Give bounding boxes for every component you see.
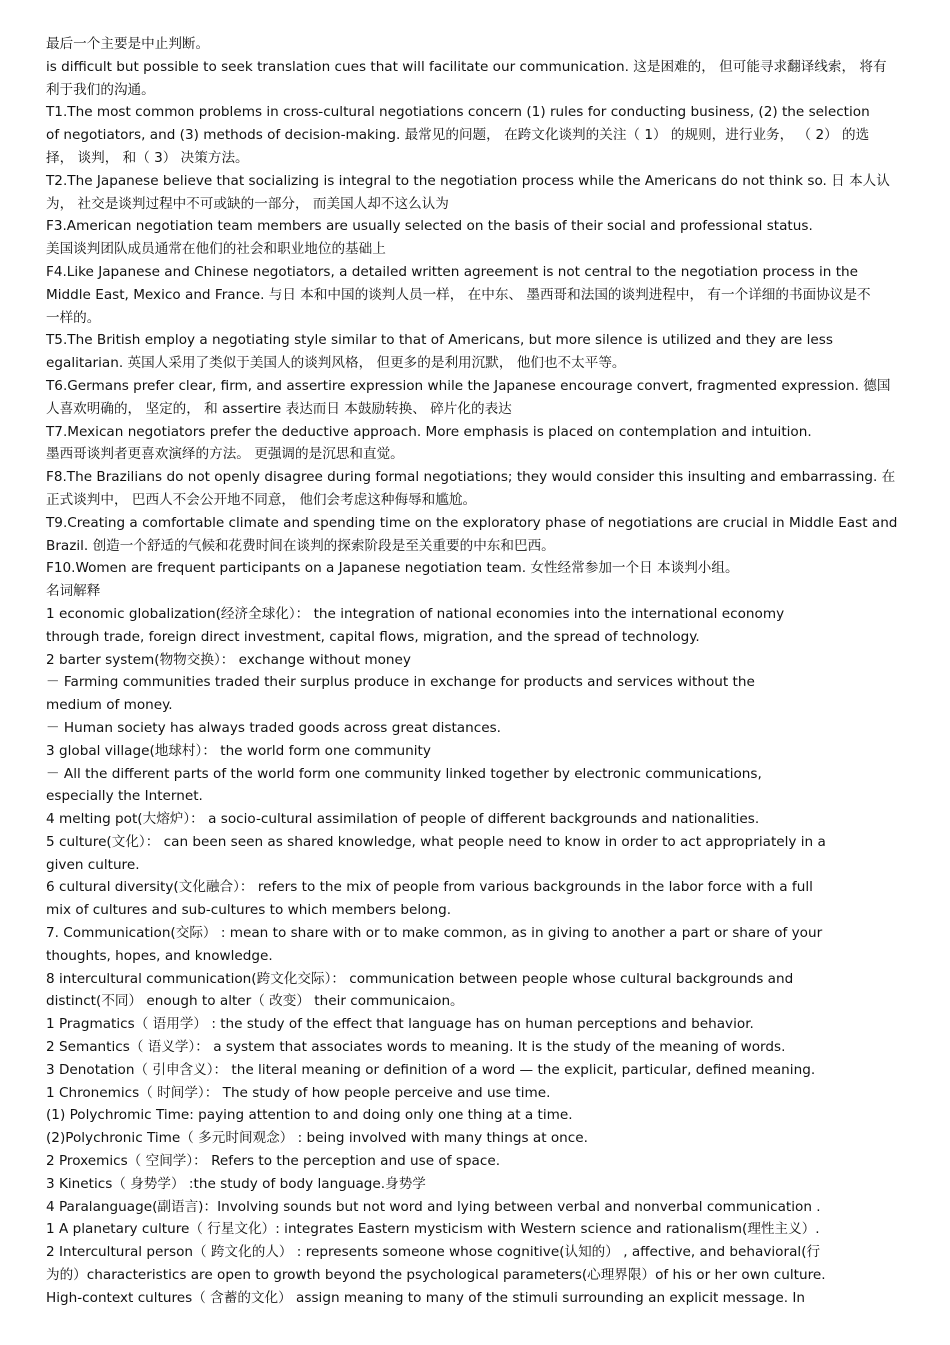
text-line: 4 melting pot(大熔炉）： a socio-cultural assimilation of people of different backgrounds and nationalities. (46, 811, 760, 828)
text-line: T9.Creating a comfortable climate and spending time on the exploratory phase of negotiations are crucial in Middle East and (46, 514, 898, 531)
section-heading: 名词解释 (46, 583, 101, 600)
text-line: T2.The Japanese believe that socializing is integral to the negotiation process while the Americans do not think so. 日 本人认 (46, 172, 890, 189)
text-line: － Farming communities traded their surplus produce in exchange for products and services without the (46, 674, 755, 691)
text-line: 1 A planetary culture（ 行星文化）: integrates Eastern mysticism with Western science and rationalism(理性主义）. (46, 1221, 820, 1238)
text-line: is difficult but possible to seek translation cues that will facilitate our communication. 这是困难的， 但可能寻求翻译线索， 将有 (46, 58, 887, 75)
text-line: 2 Proxemics（ 空间学）： Refers to the perception and use of space. (46, 1153, 501, 1170)
text-line: 为， 社交是谈判过程中不可或缺的一部分， 而美国人却不这么认为 (46, 195, 449, 212)
text-line: mix of cultures and sub-cultures to which members belong. (46, 902, 452, 919)
text-line: 一样的。 (46, 309, 101, 326)
text-line: 1 economic globalization(经济全球化）： the integration of national economies into the international economy (46, 605, 785, 622)
text-line: － All the different parts of the world form one community linked together by electronic communications, (46, 765, 762, 782)
text-line: 美国谈判团队成员通常在他们的社会和职业地位的基础上 (46, 241, 386, 258)
text-line: T5.The British employ a negotiating style similar to that of Americans, but more silence is utilized and they are less (46, 332, 833, 349)
text-line: 为的）characteristics are open to growth beyond the psychological parameters(心理界限）of his or her own culture. (46, 1267, 826, 1284)
text-line: 6 cultural diversity(文化融合）： refers to the mix of people from various backgrounds in the labor force with a full (46, 879, 813, 896)
text-line: 正式谈判中， 巴西人不会公开地不同意， 他们会考虑这种侮辱和尴尬。 (46, 491, 477, 508)
text-line: F4.Like Japanese and Chinese negotiators, a detailed written agreement is not central to the negotiation process in the (46, 263, 859, 280)
text-line: 最后一个主要是中止判断。 (46, 36, 210, 52)
text-line: 墨西哥谈判者更喜欢演绎的方法。 更强调的是沉思和直觉。 (46, 446, 404, 463)
text-line: High-context cultures（ 含蓄的文化） assign meaning to many of the stimuli surrounding an explicit message. In (46, 1289, 806, 1306)
text-line: 8 intercultural communication(跨文化交际）： communication between people whose cultural backgrounds and (46, 970, 794, 987)
text-line: F10.Women are frequent participants on a Japanese negotiation team. 女性经常参加一个日 本谈判小组。 (46, 560, 739, 577)
text-line: medium of money. (46, 697, 173, 714)
text-line: T1.The most common problems in cross-cultural negotiations concern (1) rules for conducting business, (2) the selection (46, 104, 870, 121)
text-line: Brazil. 创造一个舒适的气候和花费时间在谈判的探索阶段是至关重要的中东和巴西。 (46, 537, 555, 554)
text-line: F8.The Brazilians do not openly disagree during formal negotiations; they would consider this insulting and embarrassing. 在 (46, 469, 896, 486)
text-line: Middle East, Mexico and France. 与日 本和中国的谈判人员一样， 在中东、 墨西哥和法国的谈判进程中， 有一个详细的书面协议是不 (46, 286, 871, 303)
text-line: 利于我们的沟通。 (46, 81, 155, 98)
text-line: － Human society has always traded goods across great distances. (46, 719, 501, 736)
text-line: 1 Pragmatics（ 语用学） : the study of the effect that language has on human perceptions and behavior. (46, 1016, 754, 1033)
text-line: T7.Mexican negotiators prefer the deductive approach. More emphasis is placed on contemplation and intuition. (46, 423, 812, 440)
text-line: 2 Intercultural person（ 跨文化的人） : represents someone whose cognitive(认知的） , affective, and behavioral(行 (46, 1244, 821, 1261)
text-line: 3 global village(地球村）： the world form one community (46, 742, 431, 759)
text-line: 7. Communication(交际） : mean to share with or to make common, as in giving to another a part or share of your (46, 925, 823, 942)
text-line: especially the Internet. (46, 788, 203, 805)
text-line: egalitarian. 英国人采用了类似于美国人的谈判风格， 但更多的是利用沉默， 他们也不太平等。 (46, 355, 626, 372)
text-line: (2)Polychronic Time（ 多元时间观念） : being involved with many things at once. (46, 1130, 588, 1147)
text-line: 2 barter system(物物交换）： exchange without money (46, 651, 411, 668)
text-line: 1 Chronemics（ 时间学）： The study of how people perceive and use time. (46, 1084, 551, 1101)
text-line: distinct(不同） enough to alter（ 改变） their communicaion。 (46, 993, 464, 1010)
text-line: 择， 谈判， 和（ 3） 决策方法。 (46, 149, 249, 166)
text-line: (1) Polychromic Time: paying attention to and doing only one thing at a time. (46, 1107, 573, 1124)
text-line: thoughts, hopes, and knowledge. (46, 947, 273, 964)
text-line: 2 Semantics（ 语义学）： a system that associates words to meaning. It is the study of the meaning of words. (46, 1039, 786, 1056)
text-line: given culture. (46, 856, 140, 873)
text-line: of negotiators, and (3) methods of decision-making. 最常见的问题， 在跨文化谈判的关注（ 1） 的规则，进行业务， （ 2） 的选 (46, 127, 870, 144)
text-line: 5 culture(文化）： can been seen as shared knowledge, what people need to know in order to act appropriately in a (46, 833, 826, 850)
text-line: F3.American negotiation team members are usually selected on the basis of their social and professional status. (46, 218, 813, 235)
document-body (46, 33, 916, 1332)
text-line: 3 Kinetics（ 身势学） :the study of body language.身势学 (46, 1175, 426, 1192)
text-line (46, 1310, 916, 1333)
text-line: 4 Paralanguage(副语言)：Involving sounds but not word and lying between verbal and nonverbal communication . (46, 1198, 821, 1215)
text-line: through trade, foreign direct investment, capital flows, migration, and the spread of technology. (46, 628, 700, 645)
text-line: 3 Denotation（ 引申含义）： the literal meaning or definition of a word — the explicit, particular, defined meaning. (46, 1061, 816, 1078)
text-line: 人喜欢明确的， 坚定的， 和 assertire 表达而日 本鼓励转换、 碎片化的表达 (46, 400, 512, 417)
text-line: T6.Germans prefer clear, firm, and assertire expression while the Japanese encourage convert, fragmented expression. 德国 (46, 377, 891, 394)
